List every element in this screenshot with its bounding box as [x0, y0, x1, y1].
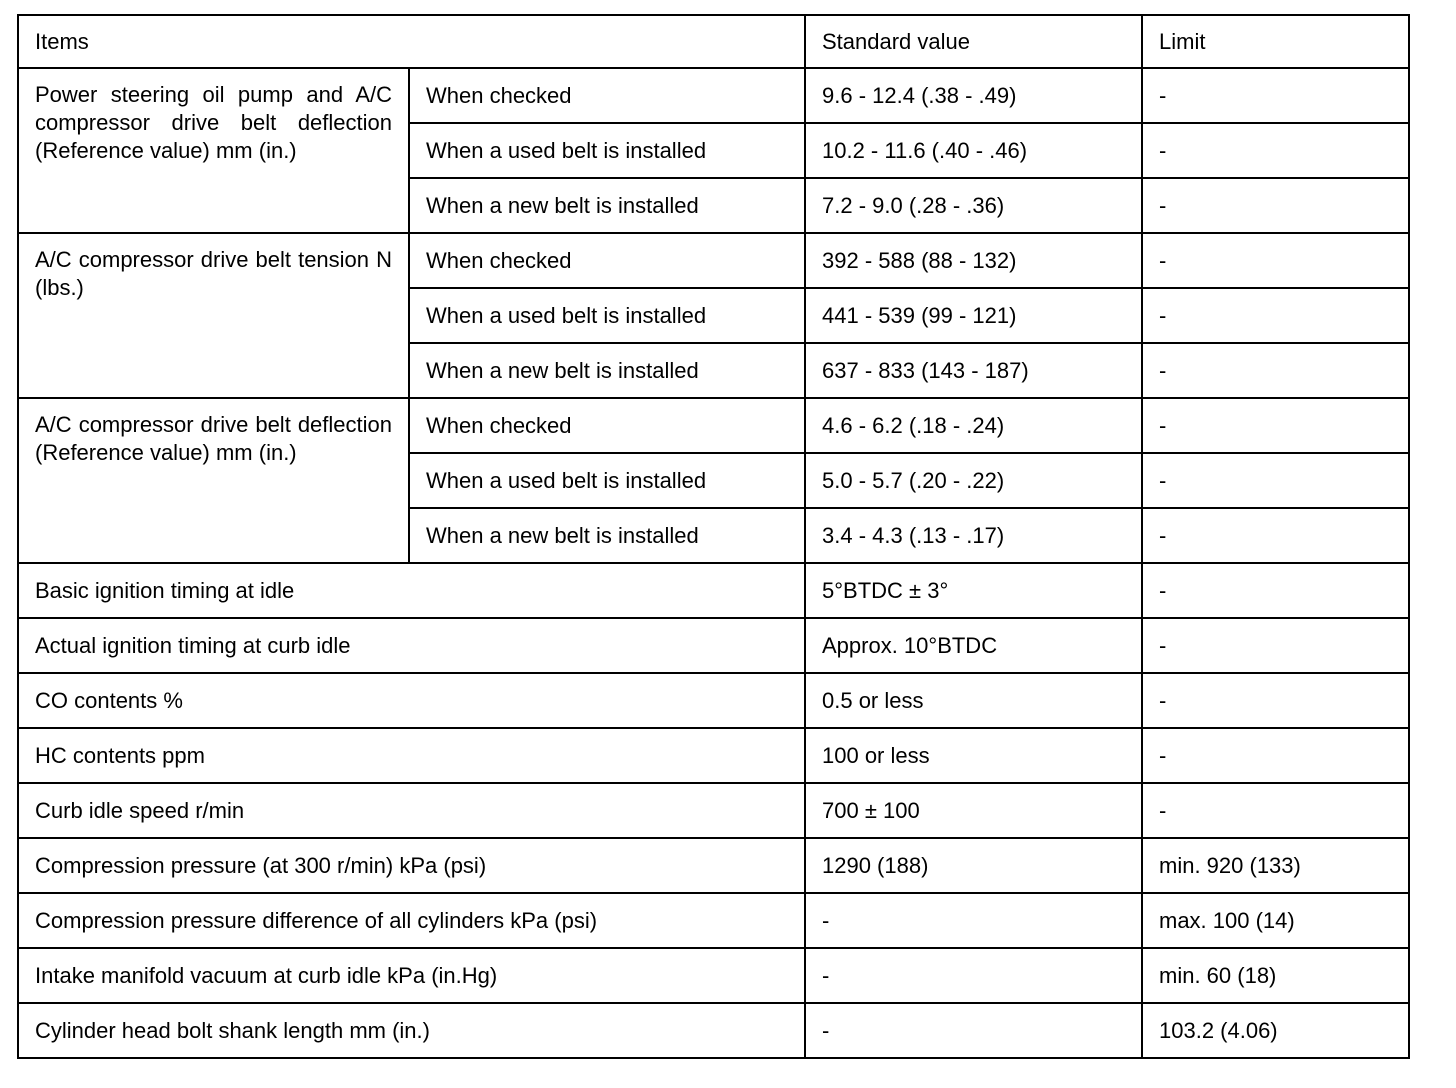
- table-row: [18, 618, 1409, 673]
- standard-value-cell: 0.5 or less: [805, 673, 1142, 728]
- condition-cell: When checked: [409, 398, 805, 453]
- table-row: [18, 563, 1409, 618]
- standard-value-cell: 5.0 - 5.7 (.20 - .22): [805, 453, 1142, 508]
- item-cell: Curb idle speed r/min: [18, 783, 805, 838]
- limit-cell: -: [1142, 123, 1409, 178]
- standard-value-cell: 1290 (188): [805, 838, 1142, 893]
- item-cell: CO contents %: [18, 673, 805, 728]
- item-cell: Compression pressure difference of all cylinders kPa (psi): [18, 893, 805, 948]
- limit-cell: -: [1142, 618, 1409, 673]
- table-row: [18, 783, 1409, 838]
- limit-cell: -: [1142, 288, 1409, 343]
- limit-cell: -: [1142, 343, 1409, 398]
- condition-cell: When a new belt is installed: [409, 178, 805, 233]
- standard-value-cell: 100 or less: [805, 728, 1142, 783]
- table-row: [18, 893, 1409, 948]
- table-row: [18, 68, 1409, 123]
- table-row: [18, 398, 1409, 453]
- limit-cell: max. 100 (14): [1142, 893, 1409, 948]
- standard-value-cell: 9.6 - 12.4 (.38 - .49): [805, 68, 1142, 123]
- limit-cell: -: [1142, 508, 1409, 563]
- limit-cell: min. 60 (18): [1142, 948, 1409, 1003]
- table-row: [18, 948, 1409, 1003]
- header-items: Items: [18, 15, 805, 68]
- standard-value-cell: 700 ± 100: [805, 783, 1142, 838]
- standard-value-cell: -: [805, 1003, 1142, 1058]
- limit-cell: -: [1142, 563, 1409, 618]
- standard-value-cell: 5°BTDC ± 3°: [805, 563, 1142, 618]
- condition-cell: When a new belt is installed: [409, 343, 805, 398]
- group-label: A/C compressor drive belt deflection (Reference value) mm (in.): [18, 398, 409, 563]
- item-cell: HC contents ppm: [18, 728, 805, 783]
- table-row: [18, 1003, 1409, 1058]
- standard-value-cell: -: [805, 948, 1142, 1003]
- table-body: [18, 15, 1409, 1058]
- table-row: [18, 233, 1409, 288]
- limit-cell: -: [1142, 783, 1409, 838]
- limit-cell: -: [1142, 398, 1409, 453]
- table-row: [18, 838, 1409, 893]
- condition-cell: When a used belt is installed: [409, 123, 805, 178]
- standard-value-cell: 441 - 539 (99 - 121): [805, 288, 1142, 343]
- standard-value-cell: 10.2 - 11.6 (.40 - .46): [805, 123, 1142, 178]
- condition-cell: When a new belt is installed: [409, 508, 805, 563]
- standard-value-cell: Approx. 10°BTDC: [805, 618, 1142, 673]
- limit-cell: -: [1142, 728, 1409, 783]
- specifications-table: [17, 14, 1410, 1059]
- group-label: A/C compressor drive belt tension N (lbs.): [18, 233, 409, 398]
- standard-value-cell: 4.6 - 6.2 (.18 - .24): [805, 398, 1142, 453]
- limit-cell: min. 920 (133): [1142, 838, 1409, 893]
- limit-cell: -: [1142, 673, 1409, 728]
- standard-value-cell: 3.4 - 4.3 (.13 - .17): [805, 508, 1142, 563]
- standard-value-cell: 637 - 833 (143 - 187): [805, 343, 1142, 398]
- condition-cell: When a used belt is installed: [409, 288, 805, 343]
- table-row: [18, 728, 1409, 783]
- group-label: Power steering oil pump and A/C compressor drive belt deflection (Reference value) mm (in.): [18, 68, 409, 233]
- condition-cell: When checked: [409, 233, 805, 288]
- header-standard-value: Standard value: [805, 15, 1142, 68]
- limit-cell: 103.2 (4.06): [1142, 1003, 1409, 1058]
- item-cell: Intake manifold vacuum at curb idle kPa (in.Hg): [18, 948, 805, 1003]
- limit-cell: -: [1142, 233, 1409, 288]
- standard-value-cell: 7.2 - 9.0 (.28 - .36): [805, 178, 1142, 233]
- table-row: [18, 673, 1409, 728]
- condition-cell: When checked: [409, 68, 805, 123]
- condition-cell: When a used belt is installed: [409, 453, 805, 508]
- standard-value-cell: -: [805, 893, 1142, 948]
- limit-cell: -: [1142, 68, 1409, 123]
- item-cell: Actual ignition timing at curb idle: [18, 618, 805, 673]
- limit-cell: -: [1142, 178, 1409, 233]
- item-cell: Cylinder head bolt shank length mm (in.): [18, 1003, 805, 1058]
- limit-cell: -: [1142, 453, 1409, 508]
- item-cell: Basic ignition timing at idle: [18, 563, 805, 618]
- header-row: [18, 15, 1409, 68]
- standard-value-cell: 392 - 588 (88 - 132): [805, 233, 1142, 288]
- header-limit: Limit: [1142, 15, 1409, 68]
- item-cell: Compression pressure (at 300 r/min) kPa (psi): [18, 838, 805, 893]
